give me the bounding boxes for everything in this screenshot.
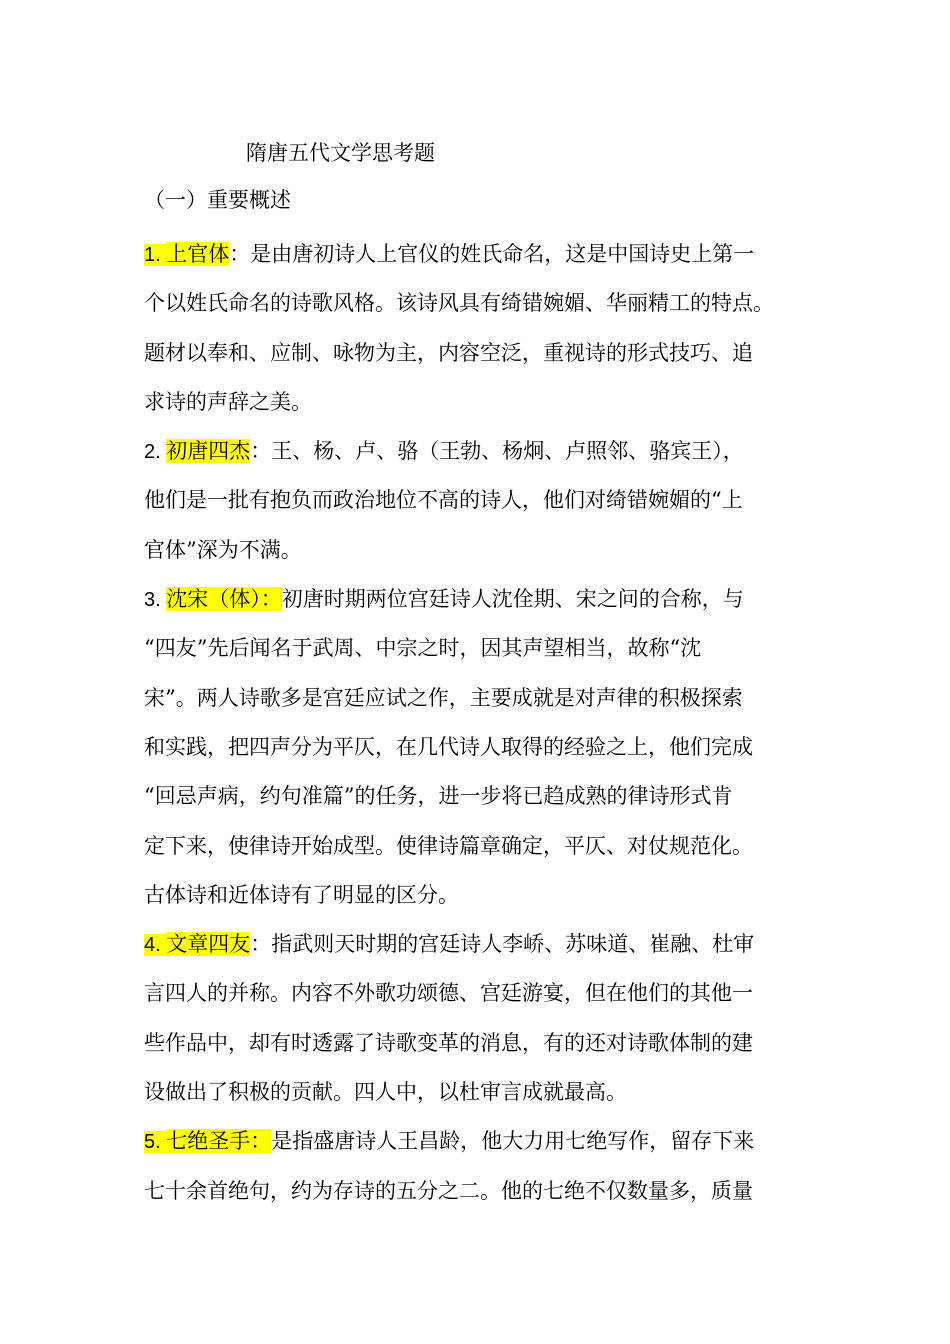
text-line: 他们是一批有抱负而政治地位不高的诗人，他们对绮错婉媚的“上 [144, 488, 743, 513]
term-label: 上官体 [166, 242, 230, 266]
text-line: 七十余首绝句，约为存诗的五分之二。他的七绝不仅数量多，质量 [144, 1178, 753, 1203]
text-line [144, 920, 824, 969]
item-number: 2. [144, 441, 167, 464]
term-label: 沈宋（体）： [166, 587, 282, 612]
item-number: 5. [144, 1131, 167, 1154]
term-punct: ： [229, 242, 251, 266]
term-punct: ： [250, 932, 272, 957]
term-definition: 指武则天时期的宫廷诗人李峤、苏味道、崔融、杜审 [271, 932, 755, 957]
text-line: 官体”深为不满。 [144, 537, 302, 562]
term-entry [144, 427, 824, 575]
text-line: 宋”。两人诗歌多是宫廷应试之作，主要成就是对声律的积极探索 [144, 685, 743, 710]
text-line [144, 1117, 824, 1166]
text-line [144, 427, 824, 476]
document-body [144, 230, 824, 1216]
term-definition: 是指盛唐诗人王昌龄，他大力用七绝写作，留存下来 [271, 1129, 755, 1154]
term-punct: ： [250, 439, 272, 464]
term-entry [144, 575, 824, 920]
text-line: 定下来，使律诗开始成型。使律诗篇章确定，平仄、对仗规范化。 [144, 833, 753, 858]
term-label: 七绝圣手： [166, 1129, 272, 1154]
term-definition: 王、杨、卢、骆（王勃、杨炯、卢照邻、骆宾王）， [271, 439, 744, 464]
term-entry [144, 230, 824, 427]
item-number: 3. [144, 589, 167, 612]
text-line: “回忌声病，约句准篇”的任务，进一步将已趋成熟的律诗形式肯 [144, 784, 733, 809]
text-line [144, 230, 824, 279]
term-definition: 是由唐初诗人上官仪的姓氏命名，这是中国诗史上第一 [250, 242, 755, 266]
item-number: 4. [144, 934, 167, 957]
term-label: 初唐四杰 [166, 439, 251, 464]
text-line: 言四人的并称。内容不外歌功颂德、宫廷游宴，但在他们的其他一 [144, 981, 753, 1006]
item-number: 1. [144, 244, 167, 266]
section-heading: （一）重要概述 [144, 188, 291, 212]
text-line: 求诗的声辞之美。 [144, 389, 312, 414]
term-entry [144, 1117, 824, 1216]
text-line: 古体诗和近体诗有了明显的区分。 [144, 882, 459, 907]
text-line [144, 575, 824, 624]
text-line: 些作品中，却有时透露了诗歌变革的消息，有的还对诗歌体制的建 [144, 1030, 753, 1055]
text-line: 题材以奉和、应制、咏物为主，内容空泛，重视诗的形式技巧、追 [144, 340, 753, 365]
text-line: “四友”先后闻名于武周、中宗之时，因其声望相当，故称“沈 [144, 636, 702, 661]
term-entry [144, 920, 824, 1117]
text-line: 设做出了积极的贡献。四人中，以杜审言成就最高。 [144, 1080, 627, 1105]
text-line: 和实践，把四声分为平仄，在几代诗人取得的经验之上，他们完成 [144, 734, 753, 759]
text-line: 个以姓氏命名的诗歌风格。该诗风具有绮错婉媚、华丽精工的特点。 [144, 291, 774, 316]
term-definition: 初唐时期两位宫廷诗人沈佺期、宋之问的合称，与 [281, 587, 744, 612]
document-title: 隋唐五代文学思考题 [246, 141, 435, 165]
term-label: 文章四友 [166, 932, 251, 957]
